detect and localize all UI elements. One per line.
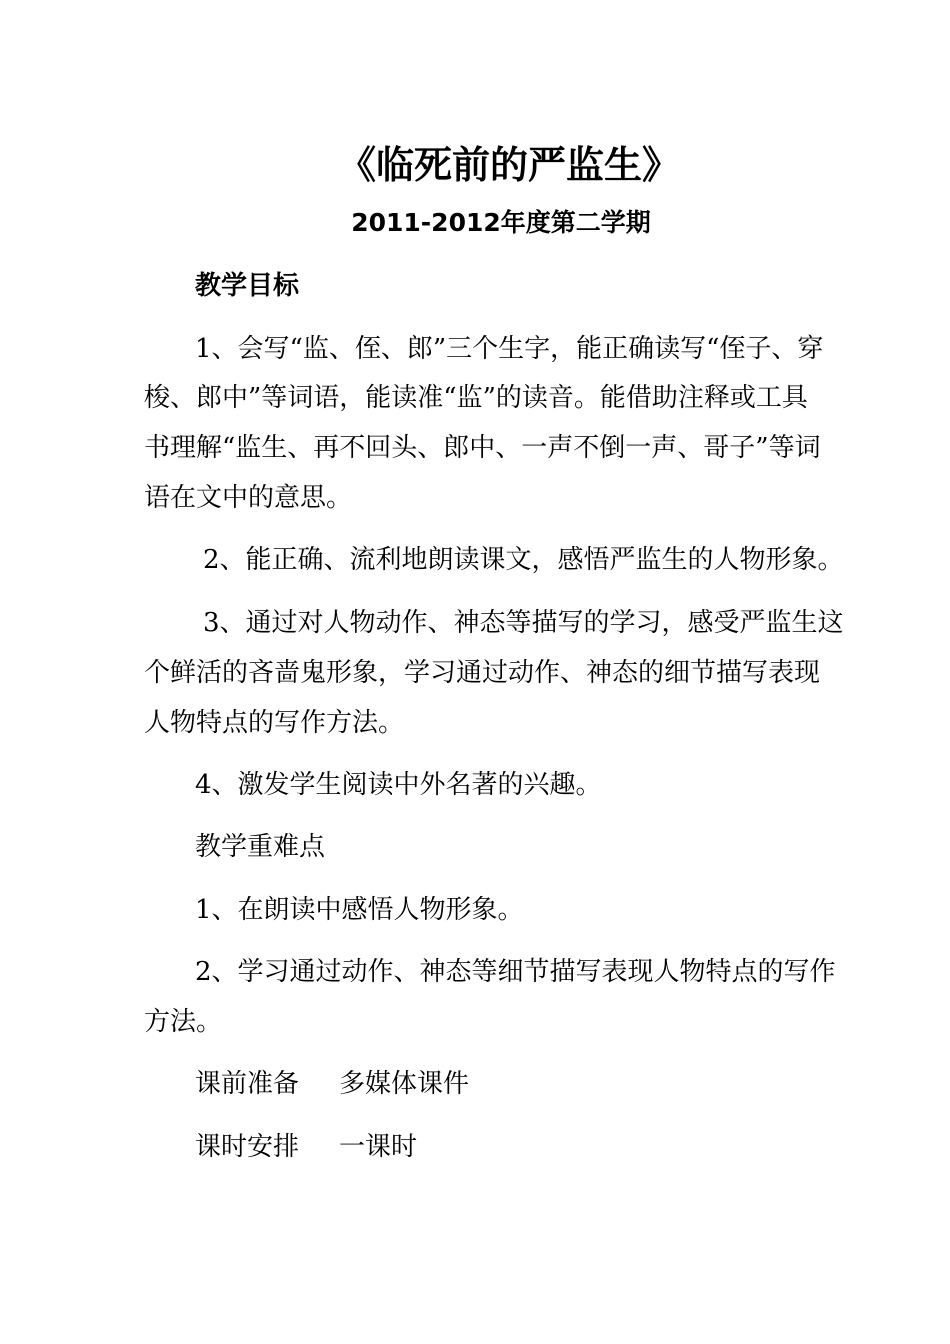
key-point-1: 1、在朗读中感悟人物形象。 [195, 895, 524, 925]
objective-3-line-2: 个鲜活的吝啬鬼形象，学习通过动作、神态的细节描写表现 [144, 658, 821, 688]
preparation-label: 课前准备 [195, 1069, 300, 1099]
preparation-value: 多媒体课件 [339, 1069, 470, 1099]
schedule-label: 课时安排 [195, 1132, 300, 1162]
key-points-heading: 教学重难点 [195, 832, 326, 862]
key-point-2-line-2: 方法。 [144, 1007, 223, 1037]
objective-1-line-3: 书理解“监生、再不回头、郎中、一声不倒一声、哥子”等词 [144, 433, 821, 463]
objective-1-line-4: 语在文中的意思。 [144, 483, 353, 513]
schedule-value: 一课时 [339, 1132, 418, 1162]
objective-1-line-1: 1、会写“监、侄、郎”三个生字，能正确读写“侄子、穿 [195, 334, 824, 364]
objective-3-line-3: 人物特点的写作方法。 [144, 708, 405, 738]
schedule-row [195, 1131, 417, 1163]
objective-2: 2、能正确、流利地朗读课文，感悟严监生的人物形象。 [203, 545, 844, 575]
preparation-row [195, 1068, 469, 1100]
objective-3-line-1: 3、通过对人物动作、神态等描写的学习，感受严监生这 [203, 608, 844, 638]
objective-4: 4、激发学生阅读中外名著的兴趣。 [195, 770, 602, 800]
key-point-2-line-1: 2、学习通过动作、神态等细节描写表现人物特点的写作 [195, 957, 836, 987]
document-subtitle: 2011-2012年度第二学期 [351, 208, 651, 237]
objectives-heading: 教学目标 [195, 271, 300, 301]
objective-1-line-2: 梭、郎中”等词语，能读准“监”的读音。能借助注释或工具 [144, 383, 808, 413]
document-title: 《临死前的严监生》 [337, 143, 680, 187]
